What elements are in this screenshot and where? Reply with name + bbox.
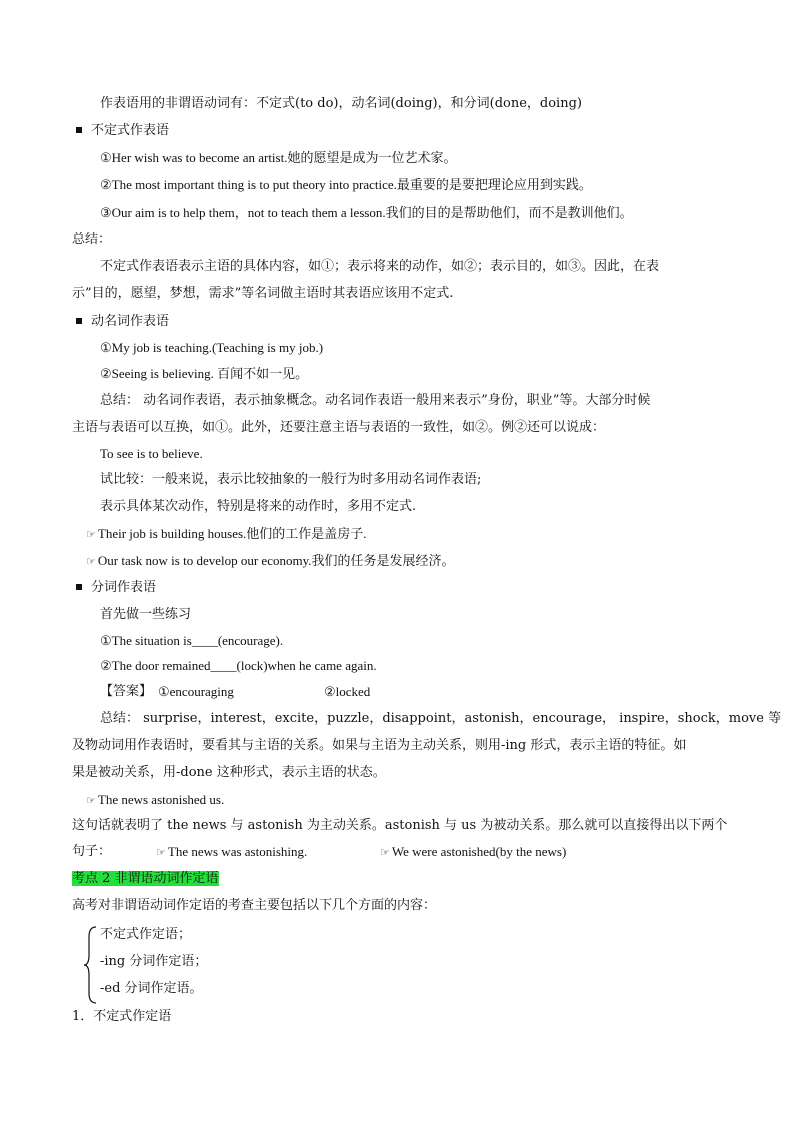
answer-1: ①encouraging (158, 684, 234, 699)
gerund-compare-line-2: 表示具体某次动作，特别是将来的动作时，多用不定式. (100, 499, 417, 514)
pointing-hand-icon: ☞ (86, 528, 96, 541)
infinitive-example-2: ②The most important thing is to put theory into practice.最重要的是要把理论应用到实践。 (100, 177, 592, 192)
attributive-item-2: -ing 分词作定语； (100, 954, 208, 969)
attributive-item-1: 不定式作定语； (100, 927, 192, 942)
gerund-example-4: ☞ Our task now is to develop our economy.我们的任务是发展经济。 (86, 553, 455, 568)
answer-label: 【答案】 (100, 684, 153, 699)
square-bullet-icon (76, 318, 82, 324)
participle-question-2: ②The door remained____(lock)when he came again. (100, 658, 377, 673)
gerund-alternative: To see is to believe. (100, 446, 203, 461)
participle-practice: 首先做一些练习 (100, 607, 192, 622)
attributive-sub-heading: 1．不定式作定语 (72, 1009, 172, 1024)
curly-brace-icon (84, 925, 98, 1005)
pointing-hand-icon: ☞ (86, 794, 96, 807)
pointing-hand-icon: ☞ (156, 846, 166, 859)
gerund-summary-line-1: 总结： 动名词作表语，表示抽象概念。动名词作表语一般用来表示”身份，职业”等。大部分时候 (100, 393, 651, 408)
participle-example-1: ☞ The news astonished us. (86, 792, 225, 807)
section-tag (72, 870, 219, 888)
pointing-hand-icon: ☞ (380, 846, 390, 859)
participle-summary-line-1: 总结： surprise，interest，excite，puzzle，disappoint，astonish，encourage， inspire，shock，move 等 (100, 711, 782, 726)
intro-line: 作表语用的非谓语动词有：不定式(to do)，动名词(doing)，和分词(done，doing) (100, 96, 582, 111)
attributive-item-3: -ed 分词作定语。 (100, 981, 203, 996)
participle-explain-line-2: 句子： (72, 844, 112, 859)
heading-participle: 分词作表语 (76, 579, 156, 597)
participle-example-3: ☞ We were astonished(by the news) (380, 844, 567, 859)
square-bullet-icon (76, 127, 82, 133)
infinitive-summary-line-2: 示”目的，愿望，梦想，需求”等名词做主语时其表语应该用不定式. (72, 286, 454, 301)
infinitive-example-1: ①Her wish was to become an artist.她的愿望是成为一位艺术家。 (100, 150, 457, 165)
gerund-example-3: ☞ Their job is building houses.他们的工作是盖房子. (86, 526, 367, 541)
participle-explain-line-1: 这句话就表明了 the news 与 astonish 为主动关系。astonish 与 us 为被动关系。那么就可以直接得出以下两个 (72, 818, 728, 833)
gerund-example-2: ②Seeing is believing. 百闻不如一见。 (100, 366, 309, 381)
infinitive-example-3: ③Our aim is to help them，not to teach them a lesson.我们的目的是帮助他们，而不是教训他们。 (100, 205, 633, 220)
heading-gerund: 动名词作表语 (76, 313, 169, 331)
highlighted-section-title: 考点 2 非谓语动词作定语 (72, 871, 219, 886)
gerund-example-1: ①My job is teaching.(Teaching is my job.) (100, 340, 324, 355)
participle-summary-line-2: 及物动词用作表语时，要看其与主语的关系。如果与主语为主动关系，则用-ing 形式，表示主语的特征。如 (72, 738, 687, 753)
participle-example-2: ☞ The news was astonishing. (156, 844, 308, 859)
participle-question-1: ①The situation is____(encourage). (100, 633, 284, 648)
pointing-hand-icon: ☞ (86, 555, 96, 568)
participle-summary-line-3: 果是被动关系，用-done 这种形式，表示主语的状态。 (72, 765, 386, 780)
answer-2: ②locked (324, 684, 371, 699)
attributive-intro: 高考对非谓语动词作定语的考查主要包括以下几个方面的内容： (72, 898, 437, 913)
square-bullet-icon (76, 584, 82, 590)
infinitive-summary-line-1: 不定式作表语表示主语的具体内容，如①；表示将来的动作，如②；表示目的，如③。因此，在表 (100, 259, 660, 274)
heading-infinitive: 不定式作表语 (76, 122, 169, 140)
gerund-summary-line-2: 主语与表语可以互换，如①。此外，还要注意主语与表语的一致性，如②。例②还可以说成： (72, 420, 606, 435)
summary-label: 总结： (72, 232, 112, 247)
gerund-compare-line-1: 试比较：一般来说，表示比较抽象的一般行为时多用动名词作表语; (100, 472, 482, 487)
